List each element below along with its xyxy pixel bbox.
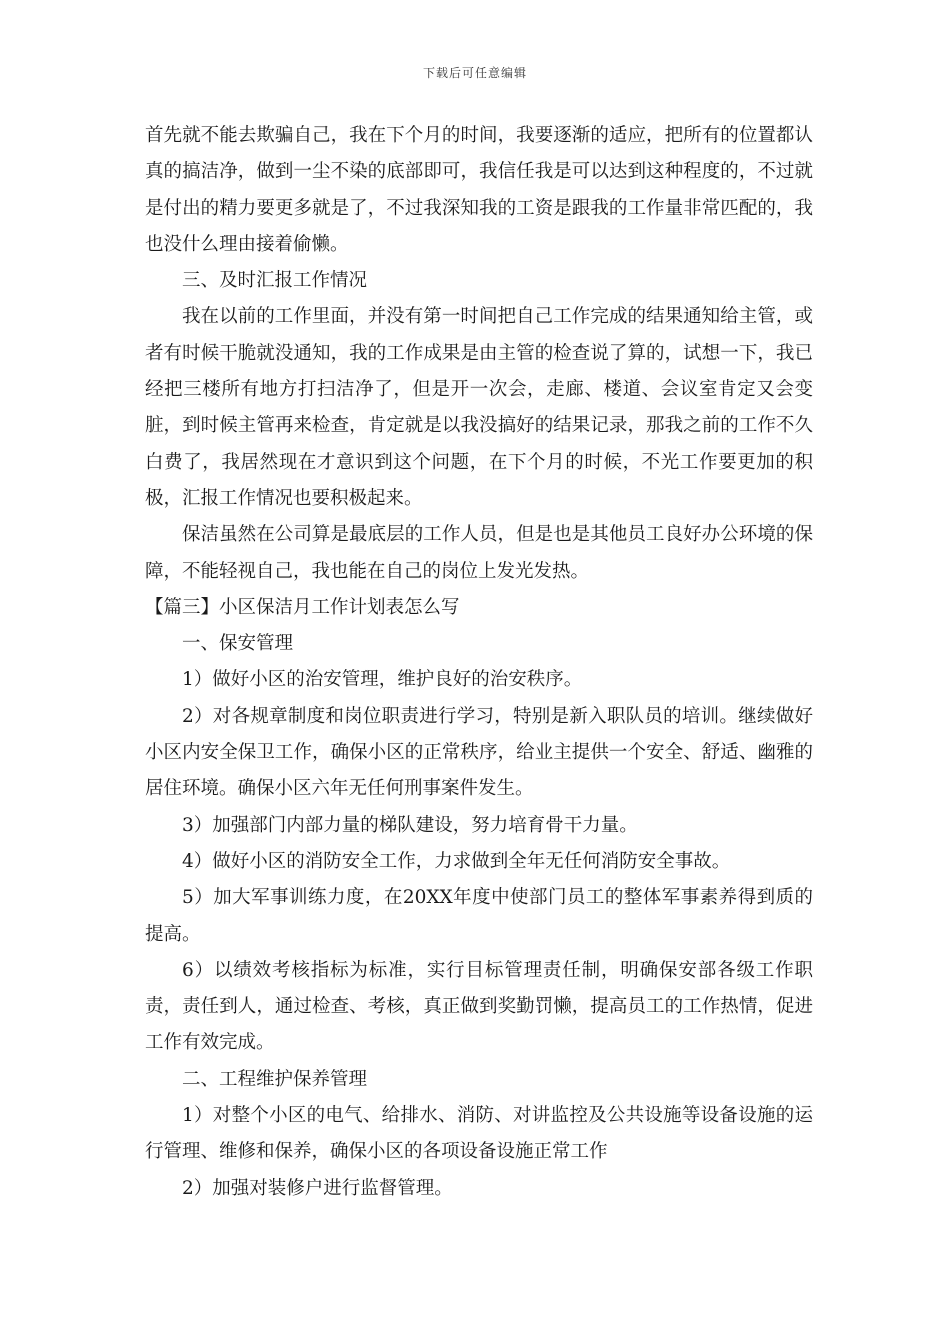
section-heading: 一、保安管理 [182, 633, 294, 655]
list-item: 1）做好小区的治安管理，维护良好的治安秩序。 [182, 669, 583, 691]
section-heading: 二、工程维护保养管理 [182, 1068, 368, 1090]
list-item: 4）做好小区的消防安全工作，力求做到全年无任何消防安全事故。 [182, 850, 731, 872]
list-item: 2）加强对装修户进行监督管理。 [182, 1177, 453, 1199]
article-title: 【篇三】小区保洁月工作计划表怎么写 [145, 596, 460, 618]
list-item: 6）以绩效考核指标为标准，实行目标管理责任制，明确保安部各级工作职责，责任到人，通过检查、考核，真正做到奖勤罚懒，提高员工的工作热情，促进工作有效完成。 [145, 959, 813, 1054]
list-item: 3）加强部门内部力量的梯队建设，努力培育骨干力量。 [182, 814, 638, 836]
paragraph: 保洁虽然在公司算是最底层的工作人员，但是也是其他员工良好办公环境的保障，不能轻视自己，我也能在自己的岗位上发光发热。 [145, 524, 813, 582]
list-item: 1）对整个小区的电气、给排水、消防、对讲监控及公共设施等设备设施的运行管理、维修和保养，确保小区的各项设备设施正常工作 [145, 1105, 813, 1163]
section-heading: 三、及时汇报工作情况 [182, 270, 368, 292]
page-header: 下载后可任意编辑 [422, 66, 527, 80]
paragraph: 我在以前的工作里面，并没有第一时间把自己工作完成的结果通知给主管，或者有时候干脆就没通知，我的工作成果是由主管的检查说了算的，试想一下，我已经把三楼所有地方打扫洁净了，但是开一次会，走廊、楼道、会议室肯定又会变脏，到时候主管再来检查，肯定就是以我没搞好的结果记录，那我之前的工作不久白费了，我居然现在才意识到这个问题，在下个月的时候，不光工作要更加的积极，汇报工作情况也要积极起来。 [145, 306, 813, 509]
list-item: 2）对各规章制度和岗位职责进行学习，特别是新入职队员的培训。继续做好小区内安全保卫工作，确保小区的正常秩序，给业主提供一个安全、舒适、幽雅的居住环境。确保小区六年无任何刑事案件发生。 [145, 705, 813, 800]
list-item: 5）加大军事训练力度，在20XX年度中使部门员工的整体军事素养得到质的提高。 [145, 887, 813, 945]
paragraph: 首先就不能去欺骗自己，我在下个月的时间，我要逐渐的适应，把所有的位置都认真的搞洁净，做到一尘不染的底部即可，我信任我是可以达到这种程度的，不过就是付出的精力要更多就是了，不过我深知我的工资是跟我的工作量非常匹配的，我也没什么理由接着偷懒。 [145, 125, 813, 255]
document-body [145, 118, 813, 1207]
